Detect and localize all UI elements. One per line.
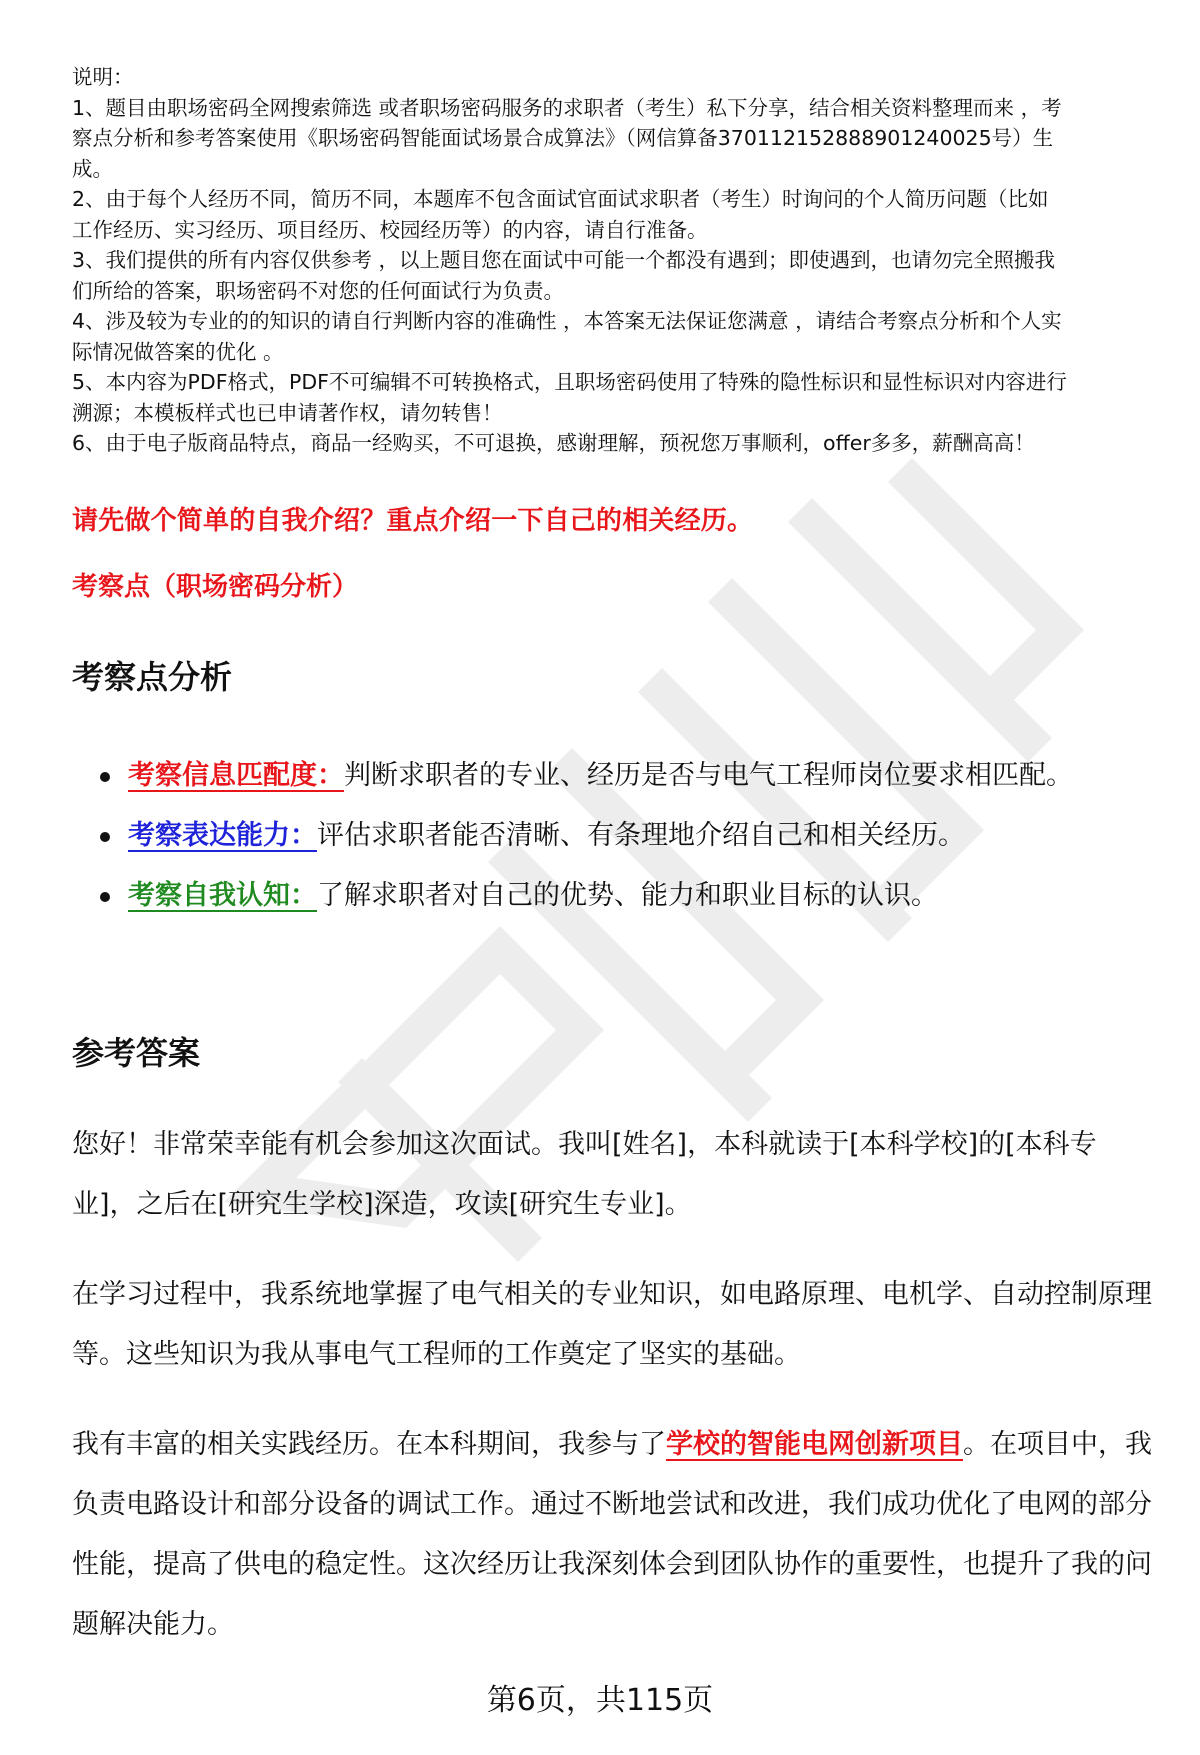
notes-line: 成。: [72, 156, 113, 181]
point-label: 考察表达能力：: [128, 820, 317, 851]
point-text: 评估求职者能否清晰、有条理地介绍自己和相关经历。: [317, 820, 965, 851]
answer-paragraph: 在学习过程中，我系统地掌握了电气相关的专业知识，如电路原理、电机学、自动控制原理等。这些知识为我从事电气工程师的工作奠定了坚实的基础。: [72, 1279, 1152, 1370]
answer-heading: 参考答案: [72, 1034, 201, 1072]
notes-title: 说明：: [72, 65, 134, 89]
exam-point-tag: 考察点（职场密码分析）: [72, 572, 359, 602]
disclaimer-notes: [72, 62, 1162, 459]
point-text: 了解求职者对自己的优势、能力和职业目标的认识。: [317, 880, 938, 911]
notes-line: 4、涉及较为专业的的知识的请自行判断内容的准确性 ，本答案无法保证您满意 ，请结合考察点分析和个人实: [72, 309, 1062, 333]
reference-answer: [72, 1115, 1152, 1685]
paragraph-text: 。在项目中，我负责电路设计和部分设备的调试工作。通过不断地尝试和改进，我们成功优化了电网的部分性能，提高了供电的稳定性。这次经历让我深刻体会到团队协作的重要性，也提升了我的问题解决能力。: [72, 1429, 1152, 1640]
notes-line: 3、我们提供的所有内容仅供参考 ，以上题目您在面试中可能一个都没有遇到；即使遇到，也请勿完全照搬我: [72, 248, 1056, 272]
paragraph-text: 我有丰富的相关实践经历。在本科期间，我参与了: [72, 1429, 666, 1460]
point-label: 考察自我认知：: [128, 880, 317, 911]
notes-line: 工作经历、实习经历、项目经历、校园经历等）的内容，请自行准备。: [72, 217, 708, 242]
notes-line: 2、由于每个人经历不同，简历不同，本题库不包含面试官面试求职者（考生）时询问的个人简历问题（比如: [72, 187, 1049, 211]
analysis-heading: 考察点分析: [72, 658, 233, 696]
notes-line: 5、本内容为PDF格式，PDF不可编辑不可转换格式，且职场密码使用了特殊的隐性标识和显性标识对内容进行: [72, 370, 1067, 394]
point-label: 考察信息匹配度：: [128, 760, 344, 791]
answer-paragraph: [72, 1415, 1152, 1655]
interview-question: 请先做个简单的自我介绍？重点介绍一下自己的相关经历。: [72, 506, 754, 536]
page-number: 第6页，共115页: [486, 1683, 714, 1718]
answer-paragraph: 您好！非常荣幸能有机会参加这次面试。我叫[姓名]，本科就读于[本科学校]的[本科专业]，之后在[研究生学校]深造，攻读[研究生专业]。: [72, 1129, 1097, 1220]
point-text: 判断求职者的专业、经历是否与电气工程师岗位要求相匹配。: [344, 760, 1073, 791]
notes-line: 溯源；本模板样式也已申请著作权，请勿转售！: [72, 400, 503, 425]
notes-line: 6、由于电子版商品特点，商品一经购买，不可退换，感谢理解，预祝您万事顺利，offer多多，薪酬高高！: [72, 431, 1035, 455]
analysis-point: [72, 866, 1152, 926]
bullet-icon: [100, 892, 110, 902]
highlighted-project: 学校的智能电网创新项目: [666, 1429, 963, 1460]
analysis-point: [72, 806, 1152, 866]
notes-line: 1、题目由职场密码全网搜索筛选 或者职场密码服务的求职者（考生）私下分享，结合相关资料整理而来 ，考: [72, 95, 1062, 120]
analysis-point: [72, 746, 1152, 806]
notes-line: 际情况做答案的优化 。: [72, 339, 284, 364]
bullet-icon: [100, 772, 110, 782]
bullet-icon: [100, 832, 110, 842]
notes-line: 们所给的答案，职场密码不对您的任何面试行为负责。: [72, 278, 564, 303]
notes-line: 察点分析和参考答案使用《职场密码智能面试场景合成算法》（网信算备370112152888901240025号）生: [72, 126, 1054, 150]
analysis-points: [72, 746, 1152, 926]
